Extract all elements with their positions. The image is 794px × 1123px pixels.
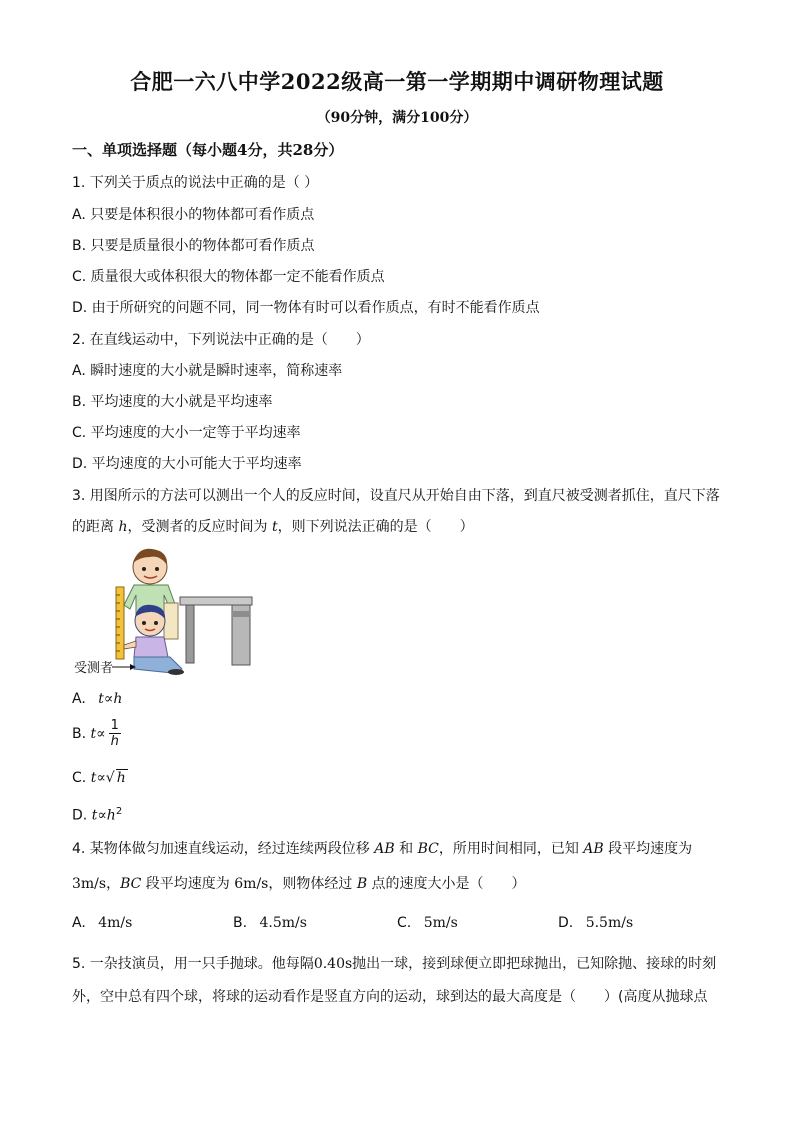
q5-stem-line1 (72, 953, 716, 973)
q4-text-5: ， (106, 876, 121, 892)
q4-point-b: B (356, 876, 368, 892)
q1-option-a: A. 只要是体积很小的物体都可看作质点 (72, 207, 315, 223)
q4-v-ab: 3m/s (72, 876, 107, 892)
section-heading: 一、单项选择题（每小题4分，共28分） (72, 141, 344, 159)
exam-title: 合肥一六八中学2022级高一第一学期期中调研物理试题 (130, 69, 664, 94)
q4-text-3: ，所用时间相同，已知 (438, 841, 584, 857)
q3-option-b (72, 718, 121, 750)
q5-text-1: 5. 一杂技演员，用一只手抛球。他每隔 (72, 956, 314, 972)
q4-c-value: 5m/s (423, 915, 458, 931)
q4-stem-line1 (72, 838, 692, 858)
q5-stem-line2: 外，空中总有四个球，将球的运动看作是竖直方向的运动，球到达的最大高度是（ ）(高度从抛球点 (72, 989, 708, 1005)
q3-option-d (72, 806, 122, 824)
q3-text-a: 的距离 (72, 519, 119, 535)
q4-d-label: D. (558, 915, 574, 931)
q2-option-b: B. 平均速度的大小就是平均速率 (72, 394, 273, 410)
q3-a-label: A. (72, 691, 86, 707)
q3-var-h: h (118, 519, 128, 535)
sqrt-symbol: √ (105, 770, 115, 786)
q3-c-label: C. (72, 770, 87, 786)
q1-option-d: D. 由于所研究的问题不同，同一物体有时可以看作质点，有时不能看作质点 (72, 300, 540, 316)
exam-subtitle: （90分钟，满分100分） (316, 110, 478, 126)
q3-d-exp: 2 (115, 806, 123, 817)
q4-seg-bc-2: BC (120, 876, 142, 892)
q3-d-label: D. (72, 807, 88, 824)
reaction-time-figure (72, 545, 262, 677)
q4-option-b (233, 915, 307, 931)
q2-option-c: C. 平均速度的大小一定等于平均速率 (72, 425, 301, 441)
q1-stem: 1. 下列关于质点的说法中正确的是（ ） (72, 175, 319, 191)
q3-stem-line1: 3. 用图所示的方法可以测出一个人的反应时间，设直尺从开始自由下落，到直尺被受测者抓住，直尺下落 (72, 488, 720, 504)
q3-b-label: B. (72, 726, 87, 742)
q4-text-7: ，则物体经过 (268, 876, 357, 892)
q4-seg-ab-2: AB (583, 841, 604, 857)
q4-option-d (558, 915, 633, 931)
q4-text-1: 4. 某物体做匀加速直线运动，经过连续两段位移 (72, 841, 375, 857)
q4-text-8: 点的速度大小是（ ） (367, 876, 526, 892)
q4-seg-ab: AB (374, 841, 395, 857)
q4-a-value: 4m/s (98, 915, 133, 931)
q3-b-num: 1 (110, 718, 119, 733)
q5-text-2: 抛出一球，接到球便立即把球抛出，已知除抛、接球的时刻 (352, 956, 717, 972)
q2-option-a: A. 瞬时速度的大小就是瞬时速率，简称速率 (72, 363, 343, 379)
q4-text-6: 段平均速度为 (141, 876, 235, 892)
q3-c-prefix: t∝ (90, 770, 106, 786)
q4-d-value: 5.5m/s (585, 915, 634, 931)
q4-b-label: B. (233, 915, 248, 931)
q1-option-b: B. 只要是质量很小的物体都可看作质点 (72, 238, 315, 254)
q4-option-c (397, 915, 458, 931)
q3-text-b: ，受测者的反应时间为 (127, 519, 272, 535)
q3-option-a (72, 691, 122, 707)
q1-option-c: C. 质量很大或体积很大的物体都一定不能看作质点 (72, 269, 385, 285)
q4-b-value: 4.5m/s (259, 915, 307, 931)
q4-text-4: 段平均速度为 (603, 841, 693, 857)
q3-a-expr: t∝h (98, 691, 123, 707)
q3-d-expr: t∝h (91, 807, 116, 824)
q3-option-c (72, 769, 128, 786)
q5-interval: 0.40s (313, 956, 353, 972)
q4-a-label: A. (72, 915, 86, 931)
q4-option-a (72, 915, 132, 931)
q3-c-radicand: h (116, 770, 126, 786)
q3-text-c: ，则下列说法正确的是（ ） (277, 519, 474, 535)
q2-option-d: D. 平均速度的大小可能大于平均速率 (72, 456, 302, 472)
figure-label: 受测者 (74, 661, 114, 676)
q4-v-bc: 6m/s (234, 876, 269, 892)
q4-seg-bc: BC (417, 841, 439, 857)
q4-stem-line2 (72, 873, 526, 893)
q3-var-t: t (271, 519, 278, 535)
q3-stem-line2 (72, 516, 474, 536)
q3-b-den: h (110, 734, 119, 749)
q3-b-prefix: t∝ (90, 726, 106, 742)
q4-text-2: 和 (394, 841, 418, 857)
q3-b-fraction (109, 718, 121, 750)
q4-c-label: C. (397, 915, 412, 931)
q2-stem: 2. 在直线运动中，下列说法中正确的是（ ） (72, 332, 370, 348)
